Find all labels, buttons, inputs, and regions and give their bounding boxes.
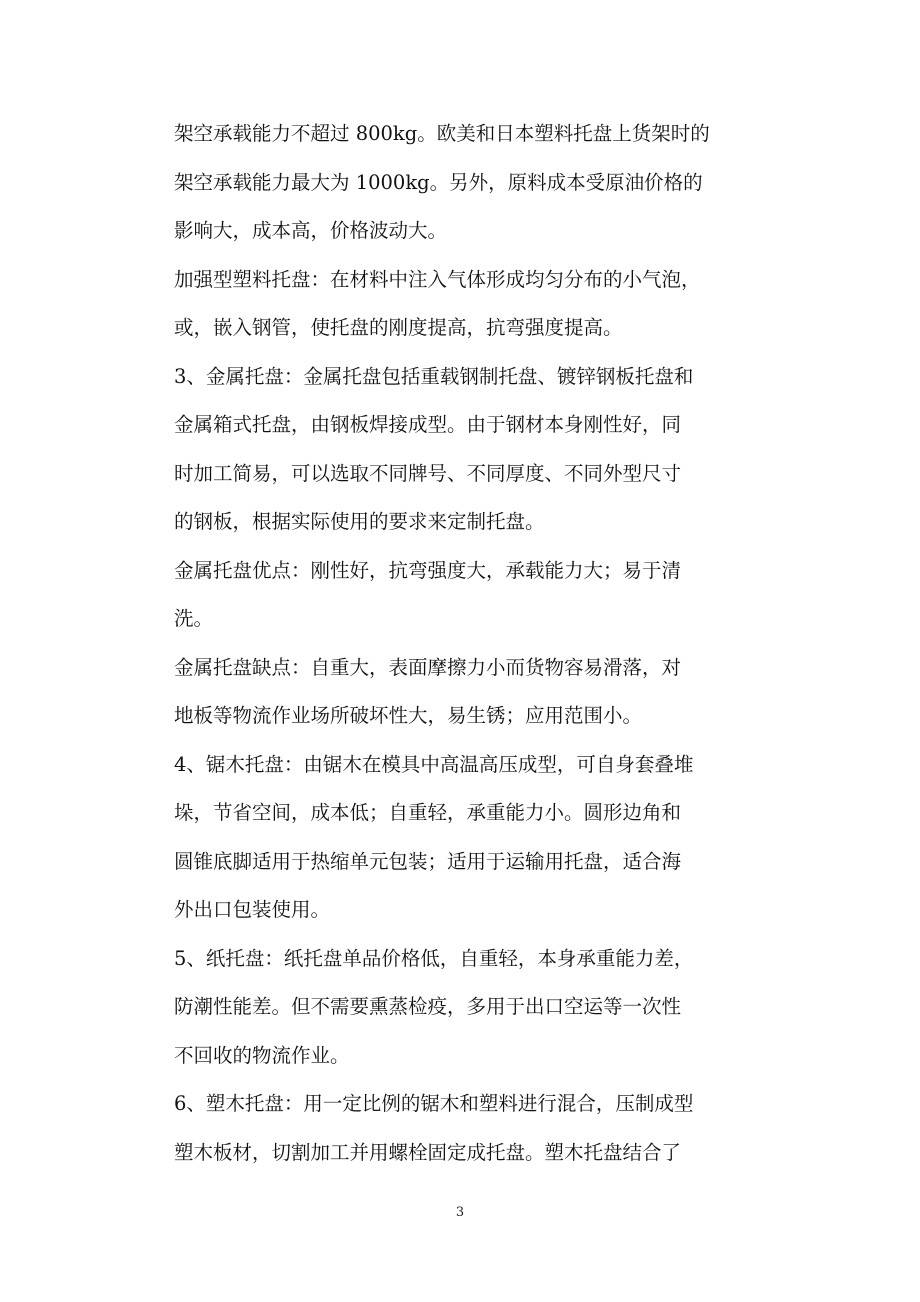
text-line-13: 地板等物流作业场所破坏性大，易生锈；应用范围小。 xyxy=(174,704,643,727)
text-line-15: 垛，节省空间，成本低；自重轻，承重能力小。圆形边角和 xyxy=(174,801,682,824)
text-line-18: 5、纸托盘：纸托盘单品价格低，自重轻，本身承重能力差， xyxy=(174,946,694,970)
page-number: 3 xyxy=(455,1205,465,1220)
text-line-3: 影响大，成本高，价格波动大。 xyxy=(174,219,448,242)
text-line-14: 4、锯木托盘：由锯木在模具中高温高压成型，可自身套叠堆 xyxy=(174,752,694,776)
text-line-7: 金属箱式托盘，由钢板焊接成型。由于钢材本身刚性好，同 xyxy=(174,413,682,436)
text-line-20: 不回收的物流作业。 xyxy=(174,1043,350,1067)
text-line-9: 的钢板，根据实际使用的要求来定制托盘。 xyxy=(174,510,545,533)
text-line-2: 架空承载能力最大为 1000kg。另外，原料成本受原油价格的 xyxy=(174,170,703,194)
text-line-16: 圆锥底脚适用于热缩单元包装；适用于运输用托盘，适合海 xyxy=(174,849,682,873)
text-line-4: 加强型塑料托盘：在材料中注入气体形成均匀分布的小气泡， xyxy=(174,267,701,291)
body-text xyxy=(174,110,754,1177)
text-line-10: 金属托盘优点：刚性好，抗弯强度大，承载能力大；易于清 xyxy=(174,558,682,582)
text-line-21: 6、塑木托盘：用一定比例的锯木和塑料进行混合，压制成型 xyxy=(174,1092,694,1115)
text-line-12: 金属托盘缺点：自重大，表面摩擦力小而货物容易滑落，对 xyxy=(174,655,682,679)
text-line-8: 时加工简易，可以选取不同牌号、不同厚度、不同外型尺寸 xyxy=(174,461,682,485)
text-line-1: 架空承载能力不超过 800kg。欧美和日本塑料托盘上货架时的 xyxy=(174,122,710,145)
text-line-19: 防潮性能差。但不需要熏蒸检疫，多用于出口空运等一次性 xyxy=(174,995,682,1018)
text-line-11: 洗。 xyxy=(174,607,214,630)
text-line-6: 3、金属托盘：金属托盘包括重载钢制托盘、镀锌钢板托盘和 xyxy=(174,364,694,388)
text-line-5: 或，嵌入钢管，使托盘的刚度提高，抗弯强度提高。 xyxy=(174,316,623,339)
text-line-22: 塑木板材，切割加工并用螺栓固定成托盘。塑木托盘结合了 xyxy=(174,1140,682,1164)
text-line-17: 外出口包装使用。 xyxy=(174,898,331,921)
